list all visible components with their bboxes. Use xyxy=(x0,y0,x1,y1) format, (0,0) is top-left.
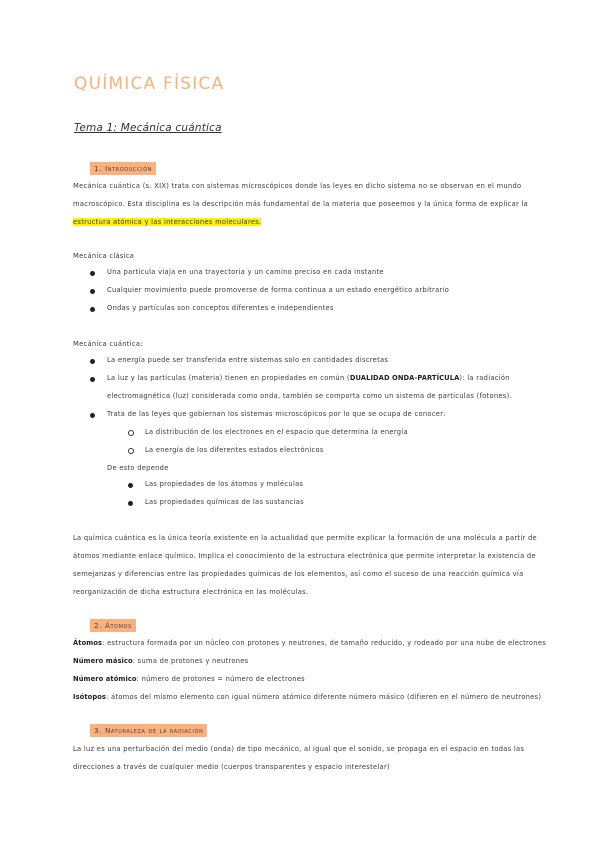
paragraph-line: reorganización de dicha estructura electrónica en las moléculas. xyxy=(73,588,309,596)
highlighted-text: estructura atómica y las interacciones moleculares. xyxy=(73,218,262,226)
bullet-icon xyxy=(90,377,95,382)
paragraph-line: La química cuántica es la única teoría existente en la actualidad que permite explicar la formación de una molécula a partir de xyxy=(73,534,537,542)
clasica-label: Mecánica clásica xyxy=(73,252,135,260)
intro-paragraph-line: Mecánica cuántica (s. XIX) trata con sistemas microscópicos donde las leyes en dicho sistema no se observan en el mundo xyxy=(73,182,522,190)
bullet-icon xyxy=(90,413,95,418)
document-title: QUÍMICA FÍSICA xyxy=(74,74,225,94)
section-heading-introduccion: 1. Introducción xyxy=(90,164,156,173)
paragraph-line: átomos mediante enlace químico. Implica el conocimiento de la estructura electrónica que permite interpretar la existencia de xyxy=(73,552,536,560)
section-heading-atomos: 2. Átomos xyxy=(90,621,136,630)
list-item: Ondas y partículas son conceptos diferentes e independientes xyxy=(107,304,334,312)
bullet-icon xyxy=(128,501,133,506)
sub-bullet-icon xyxy=(128,448,134,454)
bullet-icon xyxy=(90,289,95,294)
topic-heading: Tema 1: Mecánica cuántica xyxy=(74,122,222,134)
bullet-icon xyxy=(90,271,95,276)
paragraph-line: semejanzas y diferencias entre las propiedades químicas de los elementos, así como el suceso de una reacción química vía xyxy=(73,570,524,578)
list-item: Trata de las leyes que gobiernan los sistemas microscópicos por lo que se ocupa de conocer: xyxy=(107,410,446,418)
list-item: Las propiedades de los átomos y moléculas xyxy=(145,480,304,488)
list-item-continuation: electromagnética (luz) considerada como onda, también se comporta como un sistema de partículas (fotones). xyxy=(107,392,512,400)
list-item: La energía puede ser transferida entre sistemas solo en cantidades discretas xyxy=(107,356,389,364)
sub-list-item: La distribución de los electrones en el espacio que determina la energía xyxy=(145,428,408,436)
definition-numero-masico: Número másico: suma de protones y neutrones xyxy=(73,657,249,665)
cuantica-label: Mecánica cuántica: xyxy=(73,340,143,348)
intro-paragraph-highlight-line xyxy=(73,218,261,226)
definition-isotopos: Isótopos: átomos del mismo elemento con igual número atómico diferente número másico (difieren en el número de neutrones) xyxy=(73,693,542,701)
sub-list-item: La energía de los diferentes estados electrónicos xyxy=(145,446,324,454)
list-item: Cualquier movimiento puede promoverse de forma continua a un estado energético arbitrario xyxy=(107,286,450,294)
bullet-icon xyxy=(90,307,95,312)
paragraph-line: direcciones a través de cualquier medio (cuerpos transparentes y espacio interestelar) xyxy=(73,763,390,771)
definition-numero-atomico: Número atómico: número de protones = número de electrones xyxy=(73,675,305,683)
bullet-icon xyxy=(128,483,133,488)
bullet-icon xyxy=(90,359,95,364)
paragraph-line: La luz es una perturbación del medio (onda) de tipo mecánico, al igual que el sonido, se propaga en el espacio en todas las xyxy=(73,745,525,753)
dualidad-term: DUALIDAD ONDA-PARTÍCULA xyxy=(349,374,460,382)
section-heading-radiacion: 3. Naturaleza de la radiación xyxy=(90,726,207,735)
sub-bullet-icon xyxy=(128,430,134,436)
list-item: Una partícula viaja en una trayectoria y un camino preciso en cada instante xyxy=(107,268,384,276)
depende-label: De esto depende xyxy=(107,464,169,472)
list-item: La luz y las partículas (materia) tienen en propiedades en común (DUALIDAD ONDA-PARTÍCULA): la radiación xyxy=(107,374,510,382)
list-item: Las propiedades químicas de las sustancias xyxy=(145,498,304,506)
definition-atomos: Átomos: estructura formada por un núcleo con protones y neutrones, de tamaño reducido, y rodeado por una nube de electrones xyxy=(73,639,547,647)
intro-paragraph-line: macroscópico. Esta disciplina es la descripción más fundamental de la materia que poseemos y la única forma de explicar la xyxy=(73,200,529,208)
